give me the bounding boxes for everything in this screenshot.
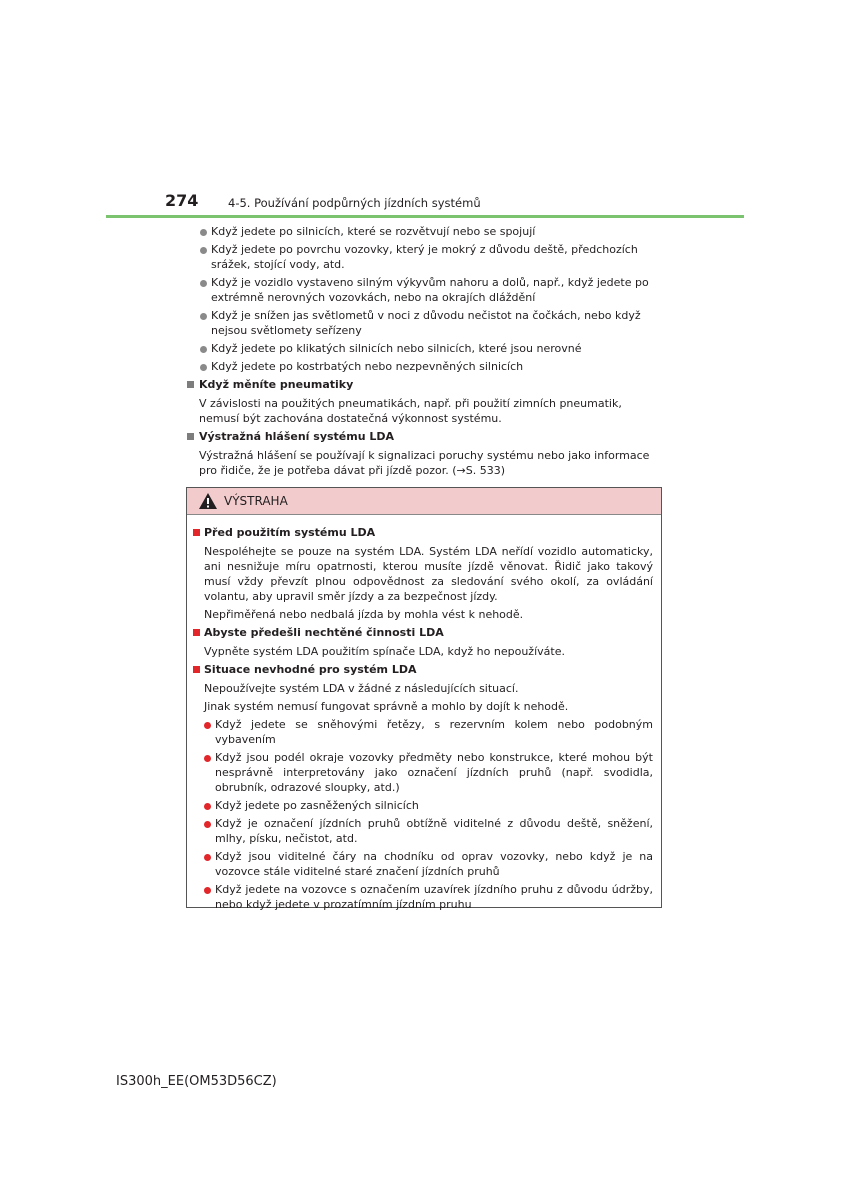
header-rule bbox=[106, 215, 744, 218]
section-text: Výstražná hlášení se používají k signalizaci poruchy systému nebo jako informace pro řidiče, že je potřeba dávat při jízdě pozor. (→S. 533) bbox=[199, 449, 650, 477]
bullet-icon bbox=[200, 280, 207, 287]
bullet-icon bbox=[200, 313, 207, 320]
list-item: Když jedete po silnicích, které se rozvětvují nebo se spojují bbox=[187, 224, 663, 239]
list-item: Když jedete na vozovce s označením uzavírek jízdního pruhu z důvodu údržby, nebo když jedete v prozatímním jízdním pruhu bbox=[193, 882, 653, 912]
warning-triangle-icon bbox=[198, 492, 218, 510]
warning-body bbox=[187, 515, 661, 912]
page-number: 274 bbox=[165, 191, 199, 210]
bullet-icon bbox=[200, 346, 207, 353]
square-bullet-icon bbox=[187, 381, 194, 388]
section-heading: Když měníte pneumatiky bbox=[187, 377, 663, 392]
list-item: Když jedete po kostrbatých nebo nezpevněných silnicích bbox=[187, 359, 663, 374]
list-item: Když jedete se sněhovými řetězy, s rezervním kolem nebo podobným vybavením bbox=[193, 717, 653, 747]
warning-text: Nespoléhejte se pouze na systém LDA. Systém LDA neřídí vozidlo automaticky, ani nesnižuje míru opatrnosti, kterou musíte jízdě věnovat. Řidič jako takový musí vždy převzít plnou odpovědnost za sledování svého okolí, za ovládání volantu, aby upravil směr jízdy a za bezpečnost jízdy. bbox=[204, 545, 653, 603]
warning-heading: Abyste předešli nechtěné činnosti LDA bbox=[193, 625, 653, 640]
list-item: Když jedete po klikatých silnicích nebo silnicích, které jsou nerovné bbox=[187, 341, 663, 356]
warning-header bbox=[187, 488, 661, 515]
bullet-icon bbox=[204, 722, 211, 729]
section-text: V závislosti na použitých pneumatikách, např. při použití zimních pneumatik, nemusí být zachována dostatečná výkonnost systému. bbox=[199, 397, 622, 425]
bullet-icon bbox=[204, 803, 211, 810]
bullet-icon bbox=[204, 887, 211, 894]
model-code: IS300h_EE(OM53D56CZ) bbox=[116, 1074, 277, 1089]
square-bullet-icon bbox=[187, 433, 194, 440]
warning-text: Vypněte systém LDA použitím spínače LDA, když ho nepoužíváte. bbox=[204, 645, 565, 658]
bullet-icon bbox=[200, 364, 207, 371]
bullet-icon bbox=[204, 821, 211, 828]
bullet-icon bbox=[204, 755, 211, 762]
list-item: Když jsou podél okraje vozovky předměty nebo konstrukce, které mohou být nesprávně interpretovány jako označení jízdních pruhů (např. svodidla, obrubník, odrazové sloupky, atd.) bbox=[193, 750, 653, 795]
section-heading: Výstražná hlášení systému LDA bbox=[187, 429, 663, 444]
list-item: Když jedete po zasněžených silnicích bbox=[193, 798, 653, 813]
square-bullet-icon bbox=[193, 629, 200, 636]
warning-box bbox=[186, 487, 662, 911]
section-title: 4-5. Používání podpůrných jízdních systémů bbox=[228, 196, 481, 210]
square-bullet-icon bbox=[193, 666, 200, 673]
warning-text: Jinak systém nemusí fungovat správně a mohlo by dojít k nehodě. bbox=[204, 700, 569, 713]
bullet-icon bbox=[204, 854, 211, 861]
list-item: Když jedete po povrchu vozovky, který je mokrý z důvodu deště, předchozích srážek, stojící vody, atd. bbox=[187, 242, 663, 272]
list-item: Když jsou viditelné čáry na chodníku od oprav vozovky, nebo když je na vozovce stále viditelné staré značení jízdních pruhů bbox=[193, 849, 653, 879]
warning-text: Nepřiměřená nebo nedbalá jízda by mohla vést k nehodě. bbox=[204, 608, 524, 621]
list-item: Když je vozidlo vystaveno silným výkyvům nahoru a dolů, např., když jedete po extrémně nerovných vozovkách, nebo na okrajích dláždění bbox=[187, 275, 663, 305]
warning-text: Nepoužívejte systém LDA v žádné z následujících situací. bbox=[204, 682, 519, 695]
square-bullet-icon bbox=[193, 529, 200, 536]
bullet-icon bbox=[200, 247, 207, 254]
warning-heading: Situace nevhodné pro systém LDA bbox=[193, 662, 653, 677]
list-item: Když je snížen jas světlometů v noci z důvodu nečistot na čočkách, nebo když nejsou světlomety seřízeny bbox=[187, 308, 663, 338]
bullet-icon bbox=[200, 229, 207, 236]
warning-title: VÝSTRAHA bbox=[224, 494, 288, 508]
warning-heading: Před použitím systému LDA bbox=[193, 525, 653, 540]
main-content bbox=[187, 224, 663, 481]
list-item: Když je označení jízdních pruhů obtížně viditelné z důvodu deště, sněžení, mlhy, písku, nečistot, atd. bbox=[193, 816, 653, 846]
